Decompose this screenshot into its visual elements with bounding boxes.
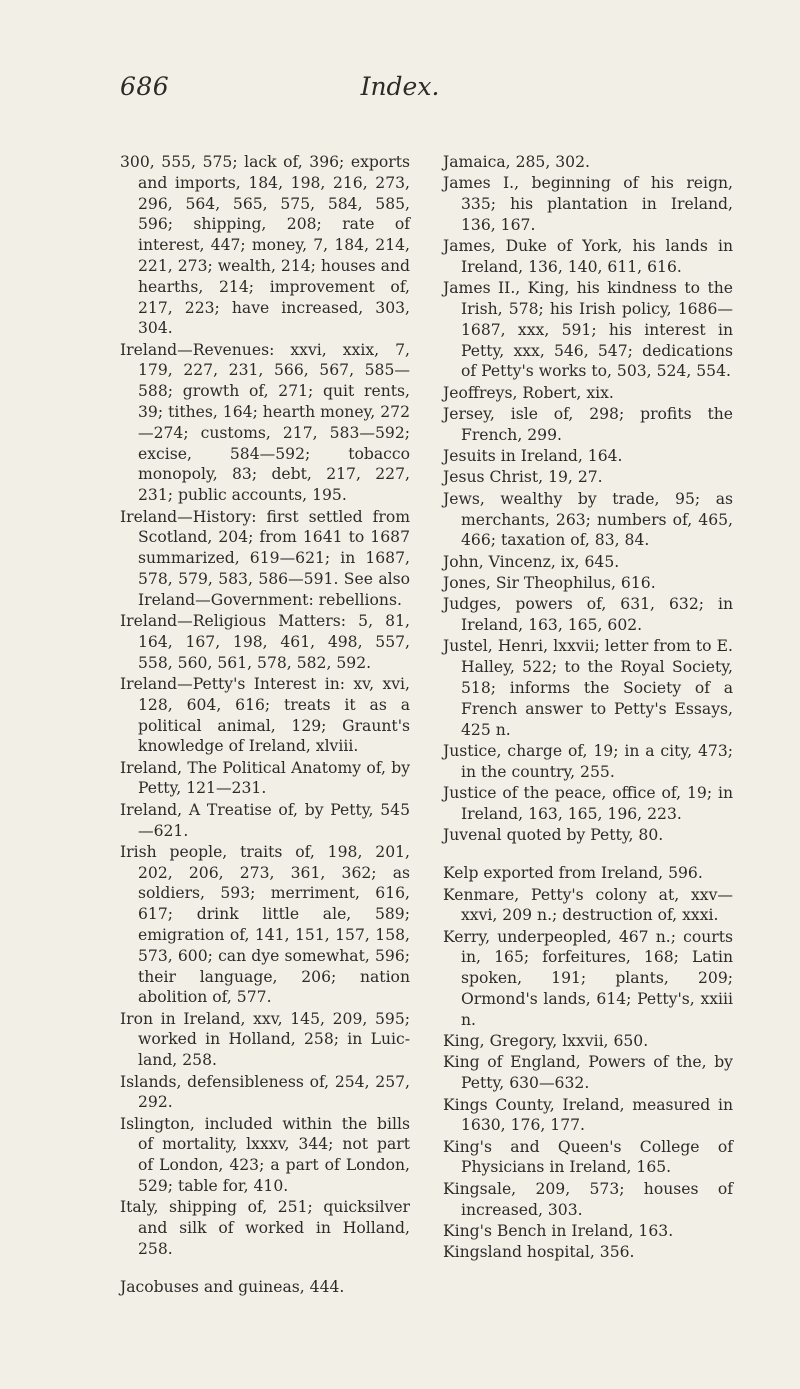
index-entry: Ireland—Religious Matters: 5, 81, 164, 167, 198, 461, 498, 557, 558, 560, 561, 578, 582, 592. (120, 612, 410, 672)
index-entry: Judges, powers of, 631, 632; in Ireland, 163, 165, 602. (443, 595, 733, 635)
index-entry: James II., King, his kindness to the Irish, 578; his Irish policy, 1686—1687, xxx, 591; his interest in Petty, xxx, 546, 547; dedications of Petty's works to, 503, 524, 554. (443, 279, 733, 381)
index-entry: Juvenal quoted by Petty, 80. (443, 826, 664, 844)
index-entry: Jesuits in Ireland, 164. (443, 447, 623, 466)
index-entry: Jacobuses and guineas, 444. (120, 1278, 345, 1297)
index-entry: Jamaica, 285, 302. (443, 153, 590, 171)
index-entry: Ireland—History: first settled from Scotland, 204; from 1641 to 1687 summarized, 619—621; in 1687, 578, 579, 583, 586—591. See also Ireland—Government: rebellions. (120, 507, 410, 609)
index-entry: Kingsland hospital, 356. (443, 1243, 635, 1262)
index-entry: Ireland, A Treatise of, by Petty, 545—621. (120, 800, 410, 840)
index-entry: James, Duke of York, his lands in Ireland, 136, 140, 611, 616. (443, 237, 733, 276)
page-header (0, 72, 800, 112)
index-entry: Kings County, Ireland, measured in 1630, 176, 177. (443, 1095, 733, 1135)
index-entry: Jesus Christ, 19, 27. (443, 468, 603, 487)
index-entry: Justice of the peace, office of, 19; in Ireland, 163, 165, 196, 223. (443, 783, 733, 823)
index-entry: Islands, defensibleness of, 254, 257, 292. (120, 1072, 410, 1112)
page-number: 686 (120, 72, 170, 101)
index-entry: John, Vincenz, ix, 645. (443, 552, 620, 571)
index-entry: Ireland, The Political Anatomy of, by Petty, 121—231. (120, 758, 410, 798)
index-entry: King, Gregory, lxxvii, 650. (443, 1032, 649, 1051)
running-head: Index. (360, 72, 440, 101)
section-gap (443, 846, 733, 863)
index-entry: Justice, charge of, 19; in a city, 473; in the country, 255. (443, 741, 733, 781)
index-entry: Justel, Henri, lxxvii; letter from to E. Halley, 522; to the Royal Society, 518; informs the Society of a French answer to Petty's Essays, 425 n. (443, 637, 733, 739)
index-entry: Iron in Ireland, xxv, 145, 209, 595; worked in Holland, 258; in Luic-land, 258. (120, 1009, 410, 1070)
index-entry: Kenmare, Petty's colony at, xxv—xxvi, 209 n.; destruction of, xxxi. (443, 885, 733, 925)
index-entry: Jersey, isle of, 298; profits the French, 299. (443, 405, 733, 444)
index-entry: Islington, included within the bills of mortality, lxxxv, 344; not part of London, 423; a part of London, 529; table for, 410. (120, 1114, 410, 1196)
index-entry: Jones, Sir Theophilus, 616. (443, 573, 656, 592)
index-entry: Ireland—Petty's Interest in: xv, xvi, 128, 604, 616; treats it as a political animal, 129; Graunt's knowledge of Ireland, xlviii. (120, 674, 410, 756)
index-entry: Kelp exported from Ireland, 596. (443, 864, 703, 883)
right-index-column (443, 152, 733, 1263)
section-gap (120, 1260, 410, 1277)
index-entry: 300, 555, 575; lack of, 396; exports and imports, 184, 198, 216, 273, 296, 564, 565, 575, 584, 585, 596; shipping, 208; rate of interest, 447; money, 7, 184, 214, 221, 273; wealth, 214; houses and hearths, 214; improvement of, 217, 223; have increased, 303, 304. (120, 153, 410, 338)
index-entry: King of England, Powers of the, by Petty, 630—632. (443, 1053, 733, 1093)
left-index-column (120, 152, 410, 1299)
index-entry: Ireland—Revenues: xxvi, xxix, 7, 179, 227, 231, 566, 567, 585—588; growth of, 271; quit rents, 39; tithes, 164; hearth money, 272—274; customs, 217, 583—592; excise, 584—592; tobacco monopoly, 83; debt, 217, 227, 231; public accounts, 195. (120, 340, 410, 505)
index-entry: King's and Queen's College of Physicians in Ireland, 165. (443, 1137, 733, 1177)
index-entry: Jews, wealthy by trade, 95; as merchants, 263; numbers of, 465, 466; taxation of, 83, 84. (443, 489, 733, 550)
index-entry: Irish people, traits of, 198, 201, 202, 206, 273, 361, 362; as soldiers, 593; merriment, 616, 617; drink little ale, 589; emigration of, 141, 151, 157, 158, 573, 600; can dye somewhat, 596; their language, 206; nation abolition of, 577. (120, 842, 410, 1007)
index-entry: Jeoffreys, Robert, xix. (443, 383, 614, 402)
index-entry: Kerry, underpeopled, 467 n.; courts in, 165; forfeitures, 168; Latin spoken, 191; plants, 209; Ormond's lands, 614; Petty's, xxiii n. (443, 927, 733, 1029)
index-entry: Italy, shipping of, 251; quicksilver and silk of worked in Holland, 258. (120, 1198, 410, 1258)
index-entry: James I., beginning of his reign, 335; his plantation in Ireland, 136, 167. (443, 174, 733, 234)
index-entry: King's Bench in Ireland, 163. (443, 1221, 674, 1240)
index-entry: Kingsale, 209, 573; houses of increased, 303. (443, 1179, 733, 1219)
